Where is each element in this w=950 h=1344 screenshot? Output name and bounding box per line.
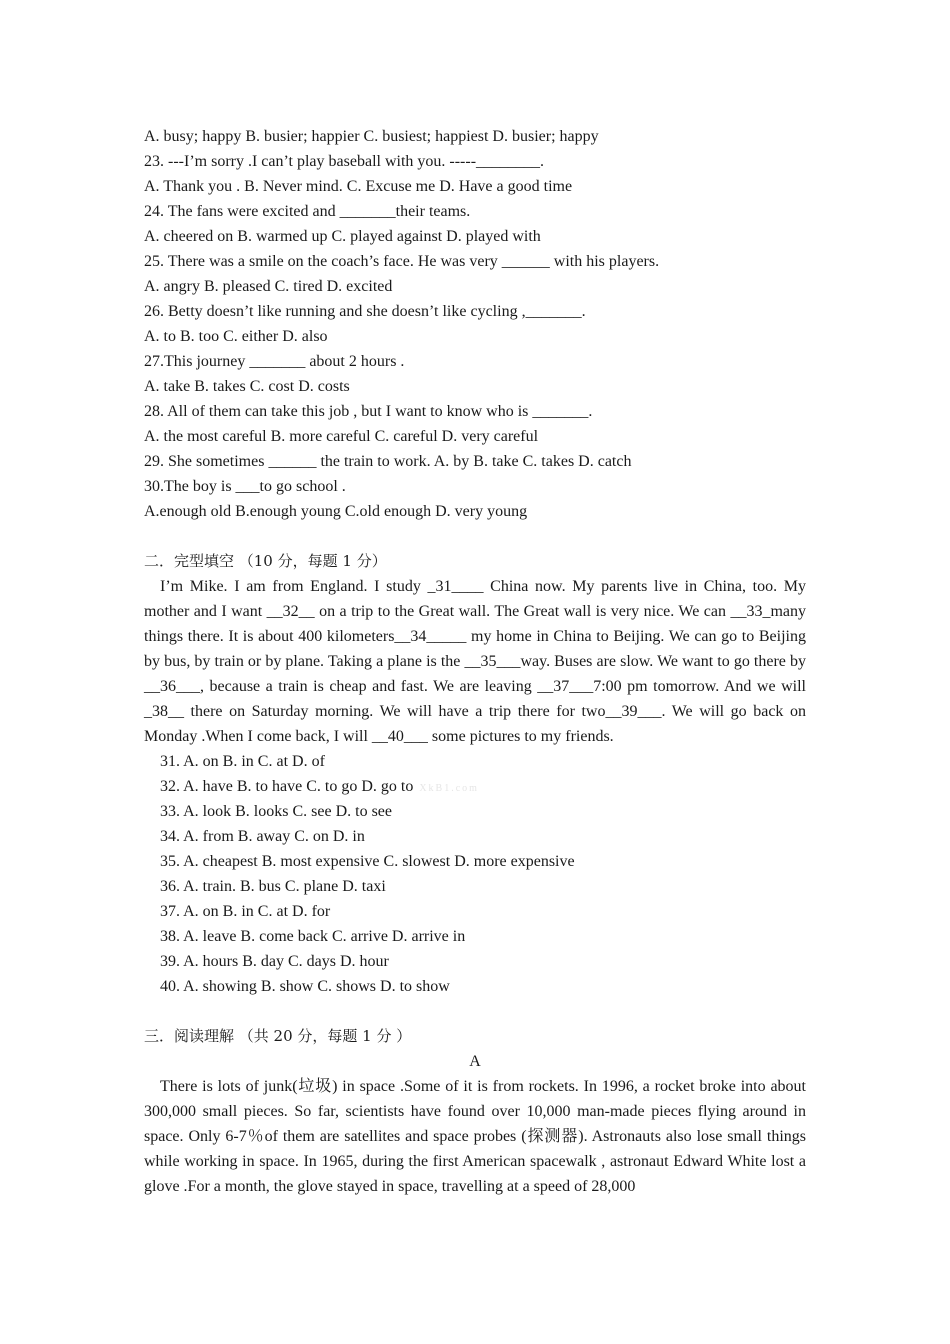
- q24-options: A. cheered on B. warmed up C. played against D. played with: [144, 228, 541, 245]
- cloze-option-36: 36. A. train. B. bus C. plane D. taxi: [160, 878, 386, 895]
- q23-question: 23. ---I’m sorry .I can’t play baseball with you. -----________.: [144, 153, 545, 170]
- q22-options: A. busy; happy B. busier; happier C. busiest; happiest D. busier; happy: [144, 128, 599, 145]
- section-reading: [144, 1024, 806, 1199]
- q27-options: A. take B. takes C. cost D. costs: [144, 378, 350, 395]
- q23-options: A. Thank you . B. Never mind. C. Excuse me D. Have a good time: [144, 178, 573, 195]
- cloze-option-40: 40. A. showing B. show C. shows D. to show: [160, 978, 450, 995]
- q28-options: A. the most careful B. more careful C. careful D. very careful: [144, 428, 539, 445]
- document-content: [144, 124, 806, 1199]
- cloze-passage: I’m Mike. I am from England. I study _31____ China now. My parents live in China, too. My mother and I want __32__ on a trip to the Great wall. The Great wall is very nice. We can __33_many things there. It is about 400 kilometers__34_____ my home in China to Beijing. We can go to Beijing by bus, by train or by plane. Taking a plane is the __35___way. Buses are slow. We want to go there by __36___, because a train is cheap and fast. We are leaving __37___7:00 pm tomorrow. And we will _38__ there on Saturday morning. We will have a trip there for two__39___. We will go back on Monday .When I come back, I will __40___ some pictures to my friends.: [144, 578, 806, 745]
- watermark-text: XkB1.com: [419, 783, 479, 794]
- cloze-option-34: 34. A. from B. away C. on D. in: [160, 828, 365, 845]
- cloze-option-33: 33. A. look B. looks C. see D. to see: [160, 803, 392, 820]
- passage-label: A: [469, 1053, 481, 1070]
- cloze-option-37: 37. A. on B. in C. at D. for: [160, 903, 331, 920]
- reading-passage: There is lots of junk(垃圾) in space .Some of it is from rockets. In 1996, a rocket broke into about 300,000 small pieces. So far, scientists have found over 10,000 man-made pieces flying around in space. Only 6-7％of them are satellites and space probes (探测器). Astronauts also lose small things while working in space. In 1965, during the first American spacewalk , astronaut Edward White lost a glove .For a month, the glove stayed in space, travelling at a speed of 28,000: [144, 1078, 806, 1195]
- cloze-option-32-text: 32. A. have B. to have C. to go D. go to: [160, 778, 414, 795]
- q30-options: A.enough old B.enough young C.old enough D. very young: [144, 503, 528, 520]
- section-heading: 三．阅读理解 （共 20 分，每题 1 分 ）: [144, 1027, 412, 1045]
- q29-question-options: 29. She sometimes ______ the train to work. A. by B. take C. takes D. catch: [144, 453, 632, 470]
- cloze-option-35: 35. A. cheapest B. most expensive C. slowest D. more expensive: [160, 853, 575, 870]
- cloze-option-39: 39. A. hours B. day C. days D. hour: [160, 953, 389, 970]
- q27-question: 27.This journey _______ about 2 hours .: [144, 353, 405, 370]
- q26-question: 26. Betty doesn’t like running and she doesn’t like cycling ,_______.: [144, 303, 586, 320]
- section-heading: 二．完型填空 （10 分，每题 1 分）: [144, 552, 387, 570]
- q25-options: A. angry B. pleased C. tired D. excited: [144, 278, 393, 295]
- q25-question: 25. There was a smile on the coach’s face. He was very ______ with his players.: [144, 253, 660, 270]
- spacer: [144, 524, 806, 549]
- cloze-option-32: [144, 774, 806, 799]
- cloze-option-31: 31. A. on B. in C. at D. of: [160, 753, 325, 770]
- section-cloze: [144, 549, 806, 999]
- cloze-option-38: 38. A. leave B. come back C. arrive D. arrive in: [160, 928, 466, 945]
- spacer: [144, 999, 806, 1024]
- q24-question: 24. The fans were excited and _______their teams.: [144, 203, 471, 220]
- q30-question: 30.The boy is ___to go school .: [144, 478, 346, 495]
- question-lines-22-30: [144, 124, 806, 524]
- q26-options: A. to B. too C. either D. also: [144, 328, 328, 345]
- q28-question: 28. All of them can take this job , but I want to know who is _______.: [144, 403, 593, 420]
